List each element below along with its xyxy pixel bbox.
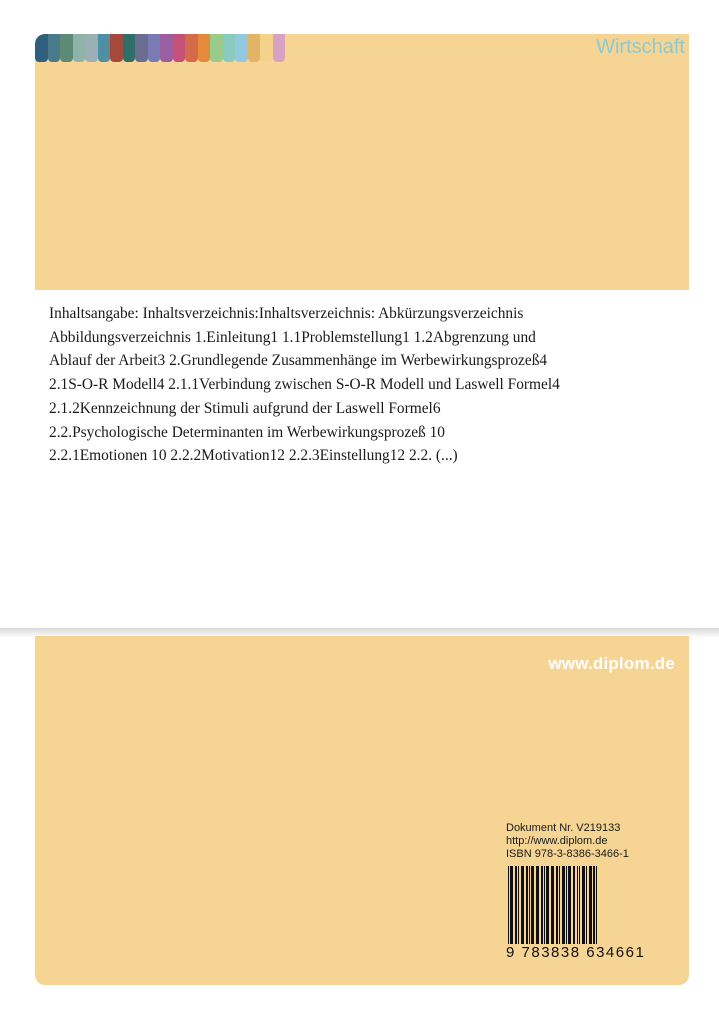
barcode (506, 866, 674, 964)
barcode-bar (593, 866, 595, 944)
abstract-line: 2.2.1Emotionen 10 2.2.2Motivation12 2.2.3Einstellung12 2.2. (...) (49, 447, 458, 465)
barcode-bar (551, 866, 554, 944)
barcode-bar (566, 866, 567, 944)
barcode-bar (556, 866, 558, 944)
barcode-bar (582, 866, 585, 944)
barcode-bar (568, 866, 571, 944)
barcode-digits: 9 783838 634661 (506, 944, 646, 961)
color-tab (273, 34, 286, 62)
barcode-bar (541, 866, 543, 944)
series-label: Wirtschaft (596, 36, 685, 58)
color-tab (160, 34, 173, 62)
barcode-bar (596, 866, 597, 944)
barcode-bar (508, 866, 509, 944)
color-tab (85, 34, 98, 62)
barcode-bar (526, 866, 528, 944)
publisher-url: http://www.diplom.de (506, 835, 608, 847)
document-meta (506, 822, 629, 861)
color-tab (98, 34, 111, 62)
color-tab (35, 34, 48, 62)
barcode-bar (521, 866, 524, 944)
color-tab (223, 34, 236, 62)
barcode-bars (506, 866, 674, 944)
color-tab (235, 34, 248, 62)
abstract-text (49, 302, 649, 468)
color-tab (123, 34, 136, 62)
color-tab (248, 34, 261, 62)
color-tab (48, 34, 61, 62)
color-tab (198, 34, 211, 62)
color-tab (60, 34, 73, 62)
barcode-bar (536, 866, 539, 944)
barcode-bar (544, 866, 545, 944)
barcode-bar (559, 866, 560, 944)
color-tab (110, 34, 123, 62)
color-tab (73, 34, 86, 62)
color-tab (260, 34, 273, 62)
barcode-bar (589, 866, 592, 944)
abstract-line: 2.2.Psychologische Determinanten im Werbewirkungsprozeß 10 (49, 423, 445, 441)
barcode-bar (531, 866, 534, 944)
color-tab (185, 34, 198, 62)
isbn: ISBN 978-3-8386-3466-1 (506, 848, 629, 860)
color-tab (210, 34, 223, 62)
abstract-line: Ablauf der Arbeit3 2.Grundlegende Zusammenhänge im Werbewirkungsprozeß4 (49, 352, 548, 370)
barcode-bar (529, 866, 530, 944)
barcode-bar (518, 866, 519, 944)
barcode-bar (562, 866, 565, 944)
color-tab (148, 34, 161, 62)
barcode-bar (573, 866, 575, 944)
color-tab (173, 34, 186, 62)
barcode-bar (579, 866, 580, 944)
barcode-bar (546, 866, 549, 944)
abstract-line: 2.1S-O-R Modell4 2.1.1Verbindung zwischen S-O-R Modell und Laswell Formel4 (49, 376, 560, 394)
barcode-bar (586, 866, 587, 944)
abstract-line: Inhaltsangabe: Inhaltsverzeichnis:Inhaltsverzeichnis: Abkürzungsverzeichnis (49, 305, 524, 322)
document-number: Dokument Nr. V219133 (506, 822, 621, 834)
barcode-bar (577, 866, 578, 944)
website-label: www.diplom.de (548, 654, 675, 673)
abstract-line: Abbildungsverzeichnis 1.Einleitung1 1.1Problemstellung1 1.2Abgrenzung und (49, 328, 536, 346)
barcode-bar (515, 866, 517, 944)
barcode-bar (510, 866, 513, 944)
abstract-line: 2.1.2Kennzeichnung der Stimuli aufgrund der Laswell Formel6 (49, 399, 441, 417)
cover-top-panel (35, 34, 689, 290)
color-tab (135, 34, 148, 62)
color-tabs-strip (35, 34, 285, 62)
